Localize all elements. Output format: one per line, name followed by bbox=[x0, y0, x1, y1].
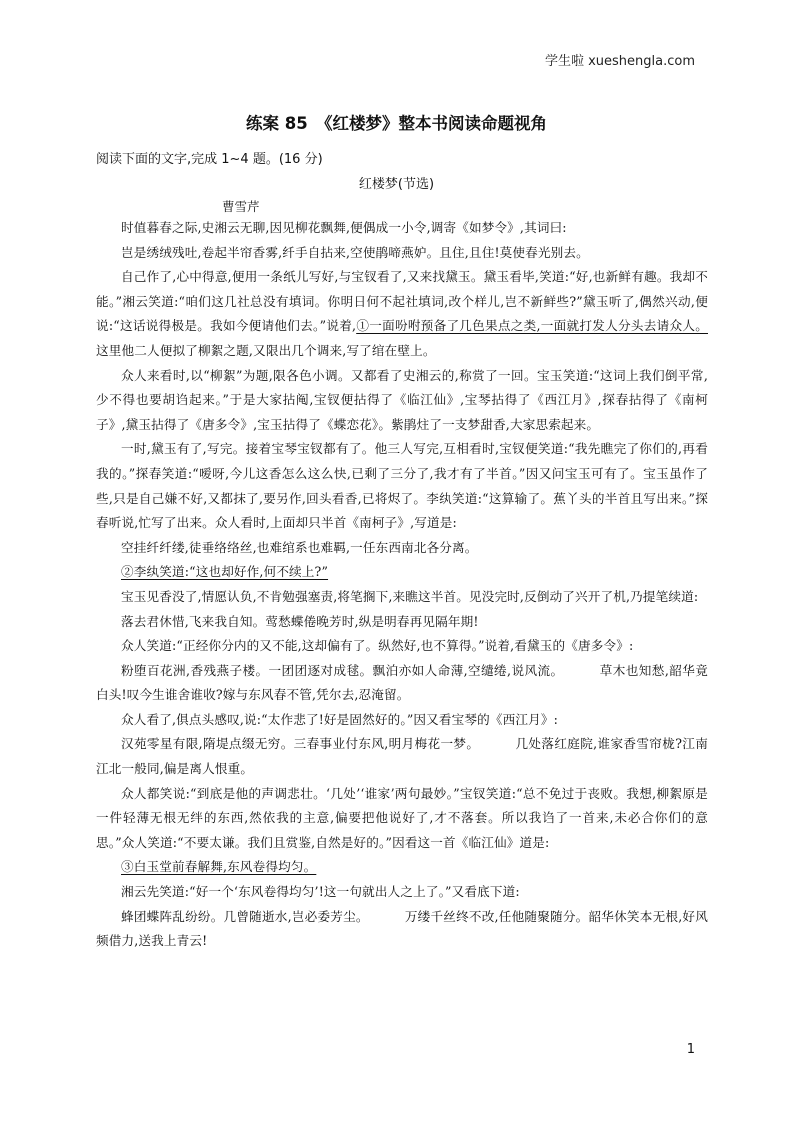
paragraph bbox=[96, 265, 708, 363]
poem bbox=[96, 732, 708, 781]
poem-stanza: 草木也知愁,韶华竟白头!叹今生谁舍谁收?嫁与东风春不管,凭尔去,忍淹留。 bbox=[96, 662, 708, 703]
paragraph bbox=[96, 855, 708, 880]
poem-stanza: 几处落红庭院,谁家香雪帘栊?江南江北一般同,偏是离人恨重。 bbox=[96, 736, 708, 777]
underlined-sentence-3: ③白玉堂前春解舞,东风卷得均匀。 bbox=[121, 859, 317, 875]
watermark-text: 学生啦 xueshengla.com bbox=[544, 54, 695, 69]
instruction: 阅读下面的文字,完成 1~4 题。(16 分) bbox=[96, 152, 323, 167]
paragraph: 众人笑道:“正经你分内的又不能,这却偏有了。纵然好,也不算得。”说着,看黛玉的《唐多令》: bbox=[121, 638, 634, 654]
poem: 岂是绣绒残吐,卷起半帘香雾,纤手自拈来,空使鹃啼燕妒。且住,且住!莫使春光别去。 bbox=[121, 244, 589, 260]
poem bbox=[96, 659, 708, 708]
paragraph: 宝玉见香没了,情愿认负,不肯勉强塞责,将笔搁下,来瞧这半首。见没完时,反倒动了兴开了机,乃提笔续道: bbox=[121, 588, 699, 604]
poem-stanza: 粉堕百花洲,香残燕子楼。一团团逐对成毬。飘泊亦如人命薄,空缱绻,说风流。 bbox=[121, 662, 564, 678]
paragraph bbox=[96, 560, 708, 585]
paragraph: 湘云先笑道:“好一个‘东风卷得均匀’!这一句就出人之上了。”又看底下道: bbox=[121, 884, 520, 900]
paragraph: 一时,黛玉有了,写完。接着宝琴宝钗都有了。他三人写完,互相看时,宝钗便笑道:“我先瞧完了你们的,再看我的。”探春笑道:“嗳呀,今儿这香怎么这么快,已剩了三分了,我才有了半首。”因又问宝玉可有了。宝玉虽作了些,只是自己嫌不好,又都抹了,要另作,回头看香,已将烬了。李纨笑道:“这算输了。蕉丫头的半首且写出来。”探春听说,忙写了出来。众人看时,上面却只半首《南柯子》,写道是: bbox=[96, 441, 708, 531]
page-number: 1 bbox=[686, 1042, 695, 1057]
poem bbox=[96, 905, 708, 954]
paragraph-text: 这里他二人便拟了柳絮之题,又限出几个调来,写了绾在壁上。 bbox=[96, 342, 436, 358]
poem-stanza: 万缕千丝终不改,任他随聚随分。韶华休笑本无根,好风频借力,送我上青云! bbox=[96, 908, 708, 949]
page-title: 练案 85 《红楼梦》整本书阅读命题视角 bbox=[246, 114, 547, 133]
paragraph-text: 自己作了,心中得意,便用一条纸儿写好,与宝钗看了,又来找黛玉。黛玉看毕,笑道:“好,也新鲜有趣。我却不能。”湘云笑道:“咱们这几社总没有填词。你明日何不起社填词,改个样儿,岂不新鲜些?”黛玉听了,偶然兴动,便说:“这话说得极是。我如今便请他们去。”说着, bbox=[96, 269, 708, 334]
author: 曹雪芹 bbox=[222, 199, 260, 214]
paragraph: 众人来看时,以“柳絮”为题,限各色小调。又都看了史湘云的,称赏了一回。宝玉笑道:“这词上我们倒平常,少不得也要胡诌起来。”于是大家拈阄,宝钗便拈得了《临江仙》,宝琴拈得了《西江月》,探春拈得了《南柯子》,黛玉拈得了《唐多令》,宝玉拈得了《蝶恋花》。紫鹃炷了一支梦甜香,大家思索起来。 bbox=[96, 367, 708, 432]
paragraph: 众人都笑说:“到底是他的声调悲壮。‘几处’‘谁家’两句最妙。”宝钗笑道:“总不免过于丧败。我想,柳絮原是一件轻薄无根无绊的东西,然依我的主意,偏要把他说好了,才不落套。所以我诌了一首来,未必合你们的意思。”众人笑道:“不要太谦。我们且赏鉴,自然是好的。”因看这一首《临江仙》道是: bbox=[96, 785, 708, 850]
paragraph: 时值暮春之际,史湘云无聊,因见柳花飘舞,便偶成一小令,调寄《如梦令》,其词曰: bbox=[121, 220, 567, 235]
poem-stanza: 蜂团蝶阵乱纷纷。几曾随逝水,岂必委芳尘。 bbox=[121, 908, 369, 924]
poem: 空挂纤纤缕,徒垂络络丝,也难绾系也难羁,一任东西南北各分离。 bbox=[121, 539, 478, 555]
passage-body bbox=[96, 216, 708, 954]
underlined-sentence-2: ②李纨笑道:“这也却好作,何不续上?” bbox=[121, 564, 329, 580]
poem-stanza: 汉苑零星有限,隋堤点缀无穷。三春事业付东风,明月梅花一梦。 bbox=[121, 736, 480, 752]
passage-title: 红楼梦(节选) bbox=[358, 177, 435, 192]
paragraph: 众人看了,俱点头感叹,说:“太作悲了!好是固然好的。”因又看宝琴的《西江月》: bbox=[121, 711, 558, 727]
underlined-sentence-1: ①一面吩咐预备了几色果点之类,一面就打发人分头去请众人。 bbox=[356, 318, 708, 334]
poem: 落去君休惜,飞来我自知。莺愁蝶倦晚芳时,纵是明春再见隔年期! bbox=[121, 613, 479, 629]
